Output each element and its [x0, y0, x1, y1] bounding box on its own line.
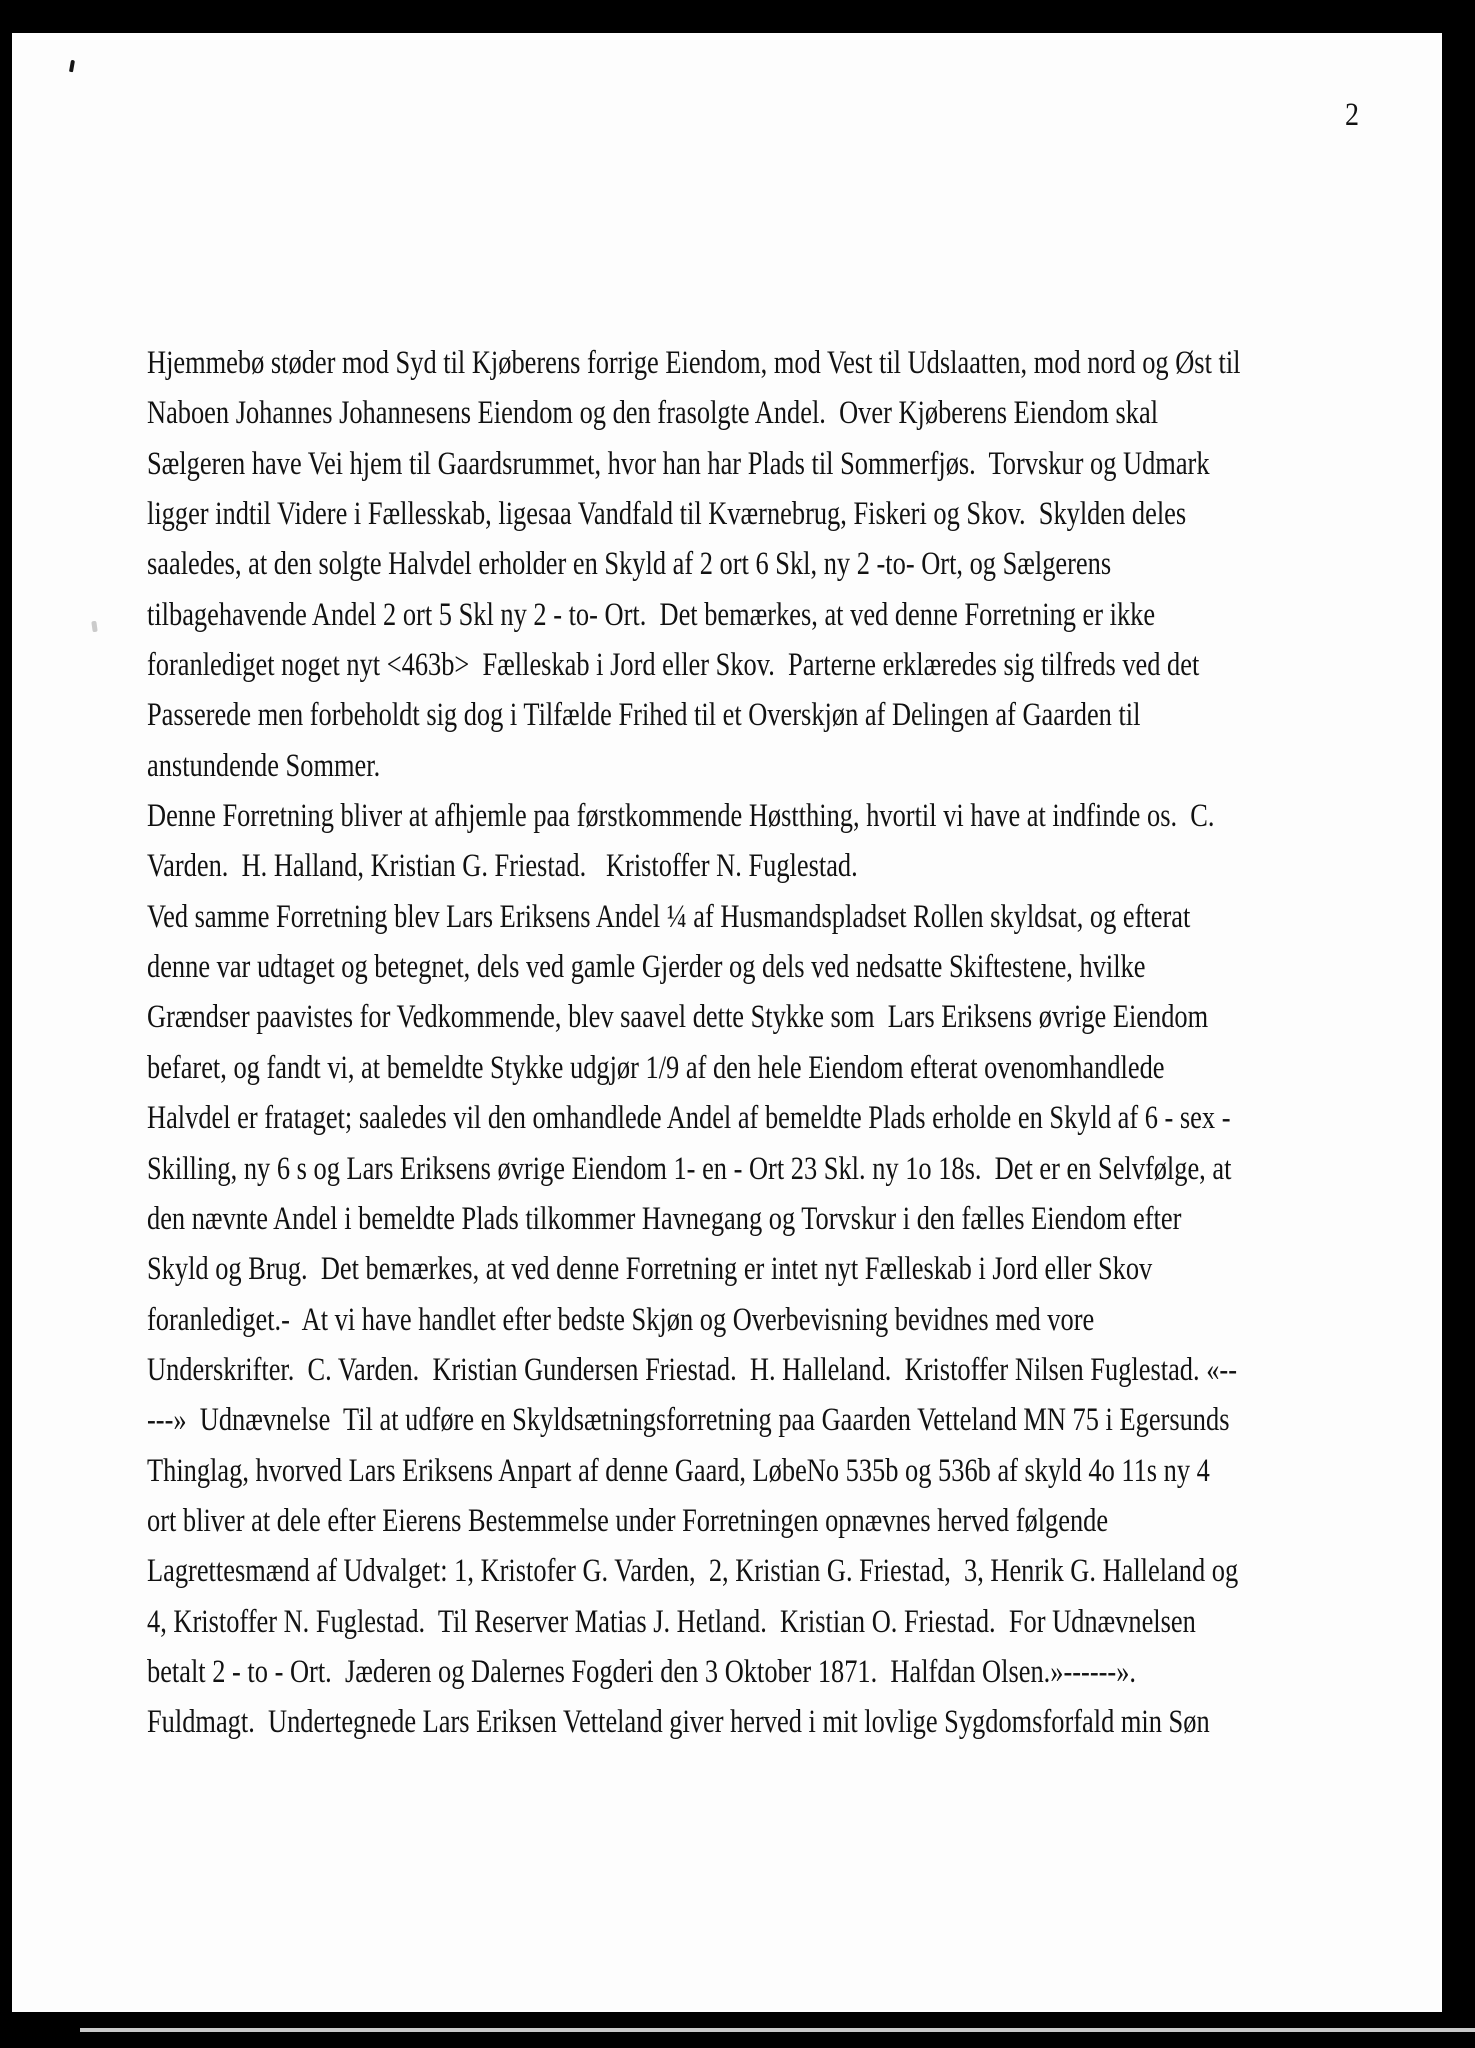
- text-line: Sælgeren have Vei hjem til Gaardsrummet, hvor han har Plads til Sommerfjøs. Torvskur og Udmark: [147, 445, 1210, 482]
- text-line: Underskrifter. C. Varden. Kristian Gundersen Friestad. H. Halleland. Kristoffer Nilsen Fuglestad. «--: [147, 1351, 1237, 1388]
- text-line: Varden. H. Halland, Kristian G. Friestad. Kristoffer N. Fuglestad.: [147, 848, 858, 885]
- text-line: Skyld og Brug. Det bemærkes, at ved denne Forretning er intet nyt Fælleskab i Jord eller Skov: [147, 1251, 1153, 1288]
- text-line: tilbagehavende Andel 2 ort 5 Skl ny 2 - to- Ort. Det bemærkes, at ved denne Forretning er ikke: [147, 596, 1156, 633]
- text-line: Naboen Johannes Johannesens Eiendom og den frasolgte Andel. Over Kjøberens Eiendom skal: [147, 395, 1159, 432]
- text-line: anstundende Sommer.: [147, 747, 381, 784]
- document-text-block: [147, 338, 1371, 1748]
- text-line: Passerede men forbeholdt sig dog i Tilfælde Frihed til et Overskjøn af Delingen af Gaarden til: [147, 697, 1141, 734]
- text-line: Ved samme Forretning blev Lars Eriksens Andel ¼ af Husmandspladset Rollen skyldsat, og efterat: [147, 898, 1191, 935]
- text-line: foranlediget noget nyt <463b> Fælleskab i Jord eller Skov. Parterne erklæredes sig tilfreds ved det: [147, 647, 1200, 684]
- page-number: 2: [1345, 97, 1360, 133]
- text-line: befaret, og fandt vi, at bemeldte Stykke udgjør 1/9 af den hele Eiendom efterat ovenomhandlede: [147, 1049, 1165, 1086]
- text-line: Thinglag, hvorved Lars Eriksens Anpart af denne Gaard, LøbeNo 535b og 536b af skyld 4o 11s ny 4: [147, 1452, 1210, 1489]
- ink-smudge-icon: [69, 60, 75, 73]
- text-line: Lagrettesmænd af Udvalget: 1, Kristofer G. Varden, 2, Kristian G. Friestad, 3, Henrik G. Halleland og: [147, 1553, 1239, 1590]
- text-line: Denne Forretning bliver at afhjemle paa førstkommende Høstthing, hvortil vi have at indfinde os. C.: [147, 798, 1215, 835]
- text-line: den nævnte Andel i bemeldte Plads tilkommer Havnegang og Torvskur i den fælles Eiendom efter: [147, 1200, 1182, 1237]
- text-line: ort bliver at dele efter Eierens Bestemmelse under Forretningen opnævnes herved følgende: [147, 1502, 1109, 1539]
- text-line: ---» Udnævnelse Til at udføre en Skyldsætningsforretning paa Gaarden Vetteland MN 75 i Egersunds: [147, 1402, 1230, 1439]
- text-line: denne var udtaget og betegnet, dels ved gamle Gjerder og dels ved nedsatte Skiftestene, hvilke: [147, 949, 1146, 986]
- text-line: ligger indtil Videre i Fællesskab, ligesaa Vandfald til Kværnebrug, Fiskeri og Skov. Skylden deles: [147, 496, 1187, 533]
- text-line: Skilling, ny 6 s og Lars Eriksens øvrige Eiendom 1- en - Ort 23 Skl. ny 1o 18s. Det er en Selvfølge, at: [147, 1150, 1232, 1187]
- document-page: [12, 33, 1442, 2012]
- text-line: Hjemmebø støder mod Syd til Kjøberens forrige Eiendom, mod Vest til Udslaatten, mod nord og Øst til: [147, 345, 1241, 381]
- text-line: Halvdel er frataget; saaledes vil den omhandlede Andel af bemeldte Plads erholde en Skyld af 6 - sex -: [147, 1100, 1231, 1137]
- text-line: betalt 2 - to - Ort. Jæderen og Dalernes Fogderi den 3 Oktober 1871. Halfdan Olsen.»------».: [147, 1653, 1136, 1690]
- ink-speck-icon: [91, 621, 97, 633]
- scan-artifact-line: [80, 2028, 1475, 2032]
- text-line: 4, Kristoffer N. Fuglestad. Til Reserver Matias J. Hetland. Kristian O. Friestad. For Udnævnelsen: [147, 1603, 1196, 1640]
- text-line: Fuldmagt. Undertegnede Lars Eriksen Vetteland giver herved i mit lovlige Sygdomsforfald min Søn: [147, 1704, 1210, 1741]
- text-line: foranlediget.- At vi have handlet efter bedste Skjøn og Overbevisning bevidnes med vore: [147, 1301, 1095, 1338]
- text-line: Grændser paavistes for Vedkommende, blev saavel dette Stykke som Lars Eriksens øvrige Eiendom: [147, 999, 1209, 1036]
- text-line: saaledes, at den solgte Halvdel erholder en Skyld af 2 ort 6 Skl, ny 2 -to- Ort, og Sælgerens: [147, 546, 1112, 583]
